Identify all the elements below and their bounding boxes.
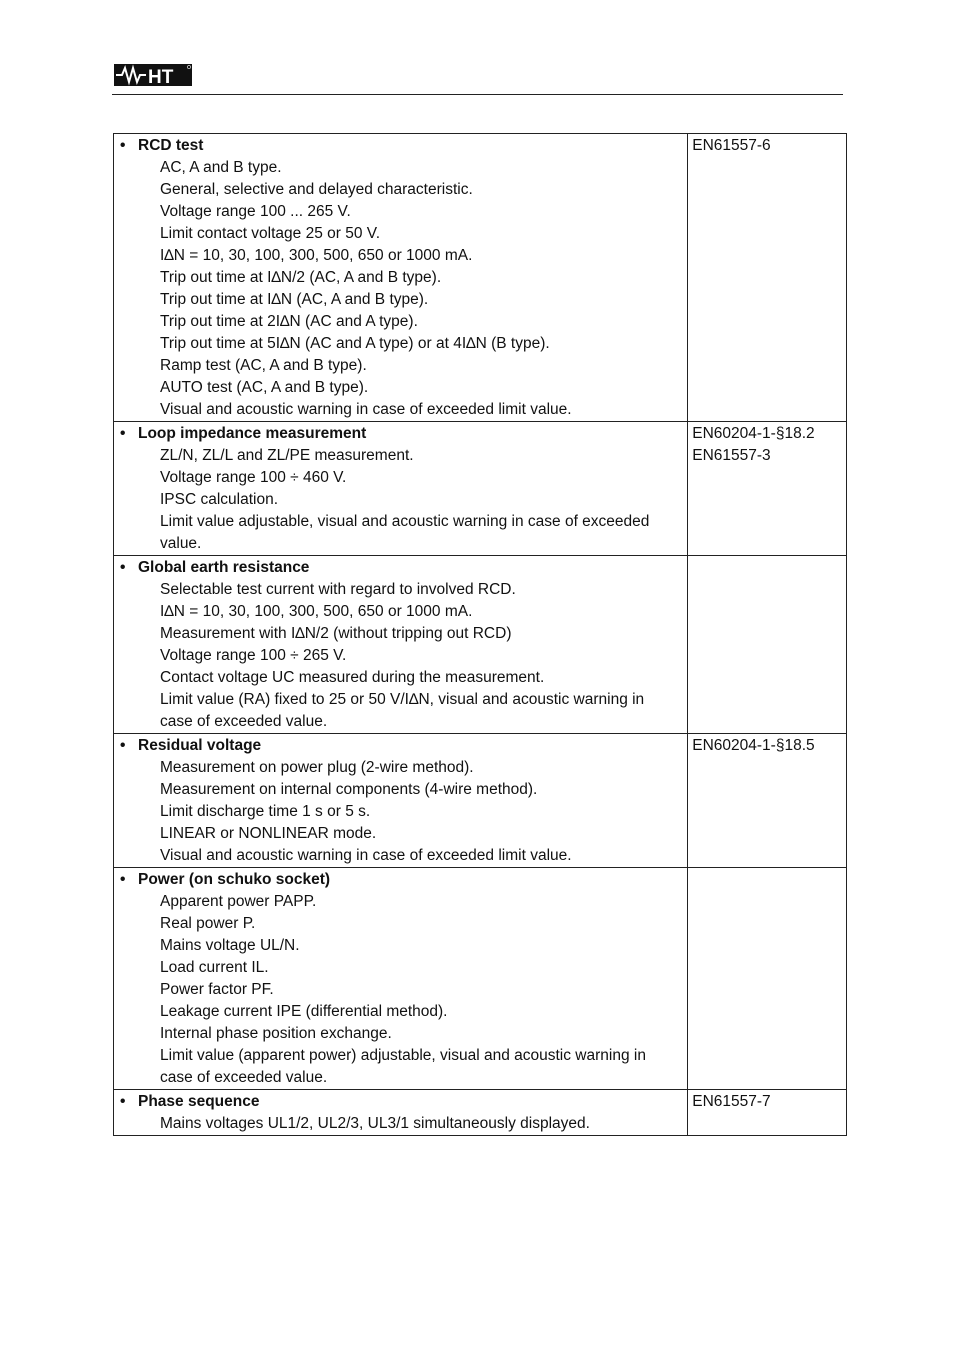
bullet-icon: • [120, 559, 126, 576]
bullet-icon: • [120, 137, 126, 154]
bullet-icon: • [120, 1093, 126, 1110]
feature-detail: Visual and acoustic warning in case of exceeded limit value. [160, 401, 572, 418]
table-row [114, 868, 847, 1090]
feature-detail: AC, A and B type. [160, 159, 282, 176]
standard-cell [688, 868, 847, 1090]
standard-cell [688, 134, 847, 422]
feature-title-line [118, 735, 683, 757]
feature-cell [114, 422, 688, 556]
feature-detail: Limit value (apparent power) adjustable, visual and acoustic warning in [160, 1047, 646, 1064]
specifications-body [114, 134, 847, 1136]
standard-reference: EN61557-3 [692, 447, 771, 464]
feature-detail: Power factor PF. [160, 981, 274, 998]
feature-detail: Trip out time at 2I∆N (AC and A type). [160, 313, 418, 330]
table-row [114, 422, 847, 556]
feature-detail: Limit value adjustable, visual and acoustic warning in case of exceeded [160, 513, 650, 530]
feature-cell [114, 134, 688, 422]
feature-title-line [118, 423, 683, 445]
feature-detail: Leakage current IPE (differential method). [160, 1003, 448, 1020]
feature-detail: Load current IL. [160, 959, 269, 976]
feature-detail: LINEAR or NONLINEAR mode. [160, 825, 377, 842]
feature-detail: Ramp test (AC, A and B type). [160, 357, 367, 374]
feature-title-line [118, 557, 683, 579]
feature-detail: I∆N = 10, 30, 100, 300, 500, 650 or 1000 mA. [160, 603, 473, 620]
standard-cell [688, 734, 847, 868]
table-row [114, 1090, 847, 1136]
feature-detail: Voltage range 100 ... 265 V. [160, 203, 351, 220]
feature-detail: Trip out time at 5I∆N (AC and A type) or at 4I∆N (B type). [160, 335, 550, 352]
standard-reference: EN60204-1-§18.2 [692, 425, 815, 442]
feature-detail: AUTO test (AC, A and B type). [160, 379, 369, 396]
table-row [114, 134, 847, 422]
feature-detail: Internal phase position exchange. [160, 1025, 392, 1042]
table-row [114, 734, 847, 868]
feature-detail: Measurement on internal components (4-wire method). [160, 781, 538, 798]
feature-detail: case of exceeded value. [160, 1069, 328, 1086]
feature-detail: Mains voltages UL1/2, UL2/3, UL3/1 simultaneously displayed. [160, 1115, 590, 1132]
feature-title: Power (on schuko socket) [138, 871, 331, 888]
feature-cell [114, 868, 688, 1090]
feature-title: Global earth resistance [138, 559, 310, 576]
feature-detail: Selectable test current with regard to involved RCD. [160, 581, 516, 598]
standard-cell [688, 556, 847, 734]
bullet-icon: • [120, 737, 126, 754]
feature-title-line [118, 1091, 683, 1113]
feature-detail: Trip out time at I∆N (AC, A and B type). [160, 291, 429, 308]
feature-detail: General, selective and delayed characteristic. [160, 181, 473, 198]
feature-title-line [118, 135, 683, 157]
table-row [114, 556, 847, 734]
feature-detail: Limit discharge time 1 s or 5 s. [160, 803, 371, 820]
standard-cell [688, 422, 847, 556]
logo-text: HT [148, 67, 174, 88]
feature-detail: Apparent power PAPP. [160, 893, 317, 910]
bullet-icon: • [120, 871, 126, 888]
feature-detail: Measurement on power plug (2-wire method). [160, 759, 474, 776]
feature-detail: case of exceeded value. [160, 713, 328, 730]
feature-title: Residual voltage [138, 737, 262, 754]
feature-detail: Limit contact voltage 25 or 50 V. [160, 225, 381, 242]
feature-detail: Contact voltage UC measured during the measurement. [160, 669, 545, 686]
standard-reference: EN61557-7 [692, 1093, 771, 1110]
feature-cell [114, 734, 688, 868]
feature-detail: Mains voltage UL/N. [160, 937, 300, 954]
feature-detail: Voltage range 100 ÷ 265 V. [160, 647, 347, 664]
bullet-icon: • [120, 425, 126, 442]
feature-detail: Voltage range 100 ÷ 460 V. [160, 469, 347, 486]
standard-reference: EN60204-1-§18.5 [692, 737, 815, 754]
feature-cell [114, 1090, 688, 1136]
feature-detail: IPSC calculation. [160, 491, 279, 508]
feature-detail: ZL/N, ZL/L and ZL/PE measurement. [160, 447, 414, 464]
ht-logo [114, 62, 194, 88]
standard-cell [688, 1090, 847, 1136]
feature-title: Phase sequence [138, 1093, 260, 1110]
feature-detail: Real power P. [160, 915, 256, 932]
page-header [112, 60, 843, 95]
feature-title: RCD test [138, 137, 204, 154]
feature-detail: Measurement with I∆N/2 (without tripping out RCD) [160, 625, 512, 642]
feature-detail: I∆N = 10, 30, 100, 300, 500, 650 or 1000 mA. [160, 247, 473, 264]
feature-detail: Trip out time at I∆N/2 (AC, A and B type). [160, 269, 442, 286]
feature-detail: Limit value (RA) fixed to 25 or 50 V/I∆N, visual and acoustic warning in [160, 691, 645, 708]
standard-reference: EN61557-6 [692, 137, 771, 154]
feature-title-line [118, 869, 683, 891]
feature-detail: value. [160, 535, 202, 552]
feature-title: Loop impedance measurement [138, 425, 367, 442]
feature-cell [114, 556, 688, 734]
specifications-table [113, 133, 847, 1136]
feature-detail: Visual and acoustic warning in case of exceeded limit value. [160, 847, 572, 864]
